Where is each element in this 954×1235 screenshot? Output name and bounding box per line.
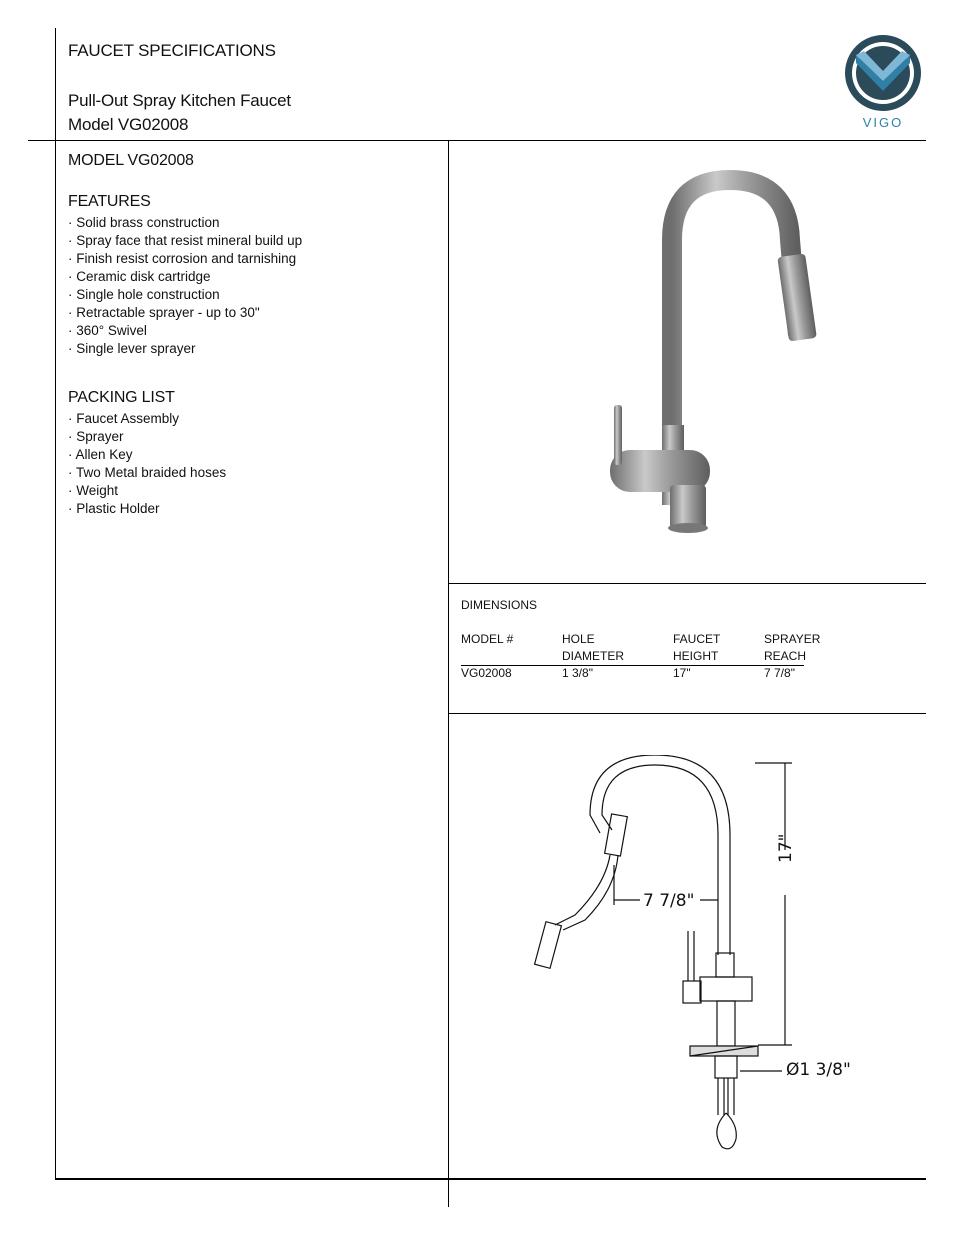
photo-divider: [449, 583, 926, 584]
col-header-height-2: HEIGHT: [673, 649, 719, 663]
col-header-height: FAUCET: [673, 632, 721, 646]
list-item: · Spray face that resist mineral build up: [68, 233, 303, 248]
cell-reach: 7 7/8": [764, 666, 795, 680]
list-item: · Weight: [68, 483, 119, 498]
product-name: Pull-Out Spray Kitchen Faucet: [68, 91, 291, 110]
list-item: · Ceramic disk cartridge: [68, 269, 211, 284]
dimensions-heading: DIMENSIONS: [461, 598, 538, 612]
header-divider: [28, 140, 926, 141]
packing-heading: PACKING LIST: [68, 389, 175, 406]
packing-list: [68, 410, 226, 518]
footer-divider: [55, 1178, 926, 1180]
list-item: · Plastic Holder: [68, 501, 160, 516]
list-item: · Retractable sprayer - up to 30": [68, 305, 260, 320]
features-list: [68, 214, 302, 358]
table-header-rule: [461, 665, 804, 666]
list-item: · Single hole construction: [68, 287, 220, 302]
hole-dimension-label: Ø1 3/8": [786, 1060, 851, 1080]
reach-dimension-label: 7 7/8": [643, 891, 695, 911]
cell-model: VG02008: [461, 666, 512, 680]
product-model: Model VG02008: [68, 115, 189, 134]
list-item: · Finish resist corrosion and tarnishing: [68, 251, 297, 266]
list-item: · Faucet Assembly: [68, 411, 180, 426]
column-divider: [448, 141, 449, 1207]
list-item: · Solid brass construction: [68, 215, 220, 230]
col-header-reach-2: REACH: [764, 649, 807, 663]
col-header-hole: HOLE: [562, 632, 595, 646]
list-item: · Sprayer: [68, 429, 124, 444]
col-header-hole-2: DIAMETER: [562, 649, 625, 663]
cell-height: 17": [673, 666, 691, 680]
faucet-technical-drawing: [530, 755, 870, 1155]
col-header-reach: SPRAYER: [764, 632, 821, 646]
list-item: · Single lever sprayer: [68, 341, 196, 356]
dimensions-divider: [449, 713, 926, 714]
faucet-photo: [560, 160, 880, 560]
features-heading: FEATURES: [68, 193, 151, 210]
list-item: · 360° Swivel: [68, 323, 147, 338]
left-border: [55, 28, 56, 1180]
cell-hole: 1 3/8": [562, 666, 593, 680]
model-heading: MODEL VG02008: [68, 152, 194, 169]
list-item: · Allen Key: [68, 447, 133, 462]
vigo-logo: [842, 33, 924, 133]
list-item: · Two Metal braided hoses: [68, 465, 227, 480]
col-header-model: MODEL #: [461, 632, 514, 646]
height-dimension-label: 17": [776, 833, 796, 863]
logo-text: VIGO: [862, 115, 904, 130]
document-title: FAUCET SPECIFICATIONS: [68, 41, 276, 60]
